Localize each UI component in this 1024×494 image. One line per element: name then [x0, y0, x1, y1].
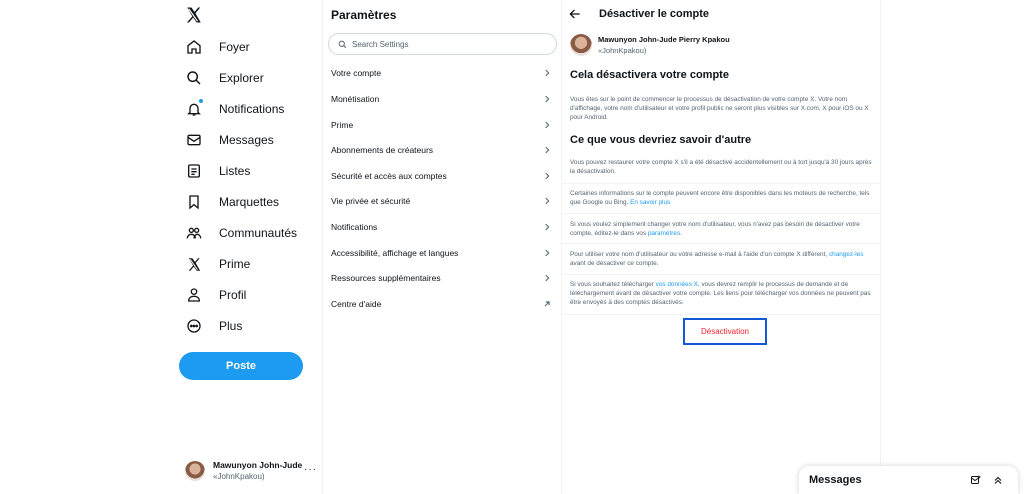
email-info: Pour utiliser votre nom d'utilisateur ou votre adresse e-mail à l'aide d'un compte X différent, changez-les avant de désactiver ce compte.: [570, 251, 864, 267]
settings-item-label: Monétisation: [331, 94, 380, 104]
nav-item-notifications[interactable]: [185, 97, 284, 121]
settings-item-label: Sécurité et accès aux comptes: [331, 171, 447, 181]
messages-drawer[interactable]: [799, 466, 1018, 494]
nav-item-plus[interactable]: [185, 314, 242, 338]
search-icon: [338, 40, 347, 49]
nav-label: Explorer: [219, 71, 264, 85]
settings-link[interactable]: paramètres: [647, 230, 681, 237]
x-logo-icon[interactable]: [185, 6, 203, 24]
left-navigation: [175, 0, 322, 494]
expand-up-icon[interactable]: [992, 474, 1004, 486]
download-data-info: Si vous souhaitez télécharger vos données X, vous devrez remplir le processus de demande et de téléchargement avant de désactiver votre compte. Les liens pour télécharger vos données ne peuvent pas être envoyés à des comptes désactivés.: [570, 281, 871, 306]
deactivate-panel: [562, 0, 881, 494]
restore-info: Vous pouvez restaurer votre compte X s'il a été désactivé accidentellement ou à tort jusqu'à 30 jours après la désactivation.: [570, 159, 872, 175]
compose-message-icon[interactable]: [970, 474, 982, 486]
deactivation-info: Vous êtes sur le point de commencer le processus de désactivation de votre compte X. Votre nom d'affichage, votre nom d'utilisateur et votre profil public ne seront plus visibles sur X.com, X pour iOS ou X pour Android.: [570, 96, 869, 121]
learn-more-link[interactable]: En savoir plus: [630, 199, 671, 206]
avatar: [185, 461, 205, 481]
nav-label: Notifications: [219, 102, 285, 116]
chevron-right-icon: [542, 145, 552, 155]
settings-item-vie-privee[interactable]: [323, 188, 561, 214]
user-name: Mawunyon John-Jude Pierry Kpakou: [598, 35, 730, 44]
settings-item-prime[interactable]: [323, 112, 561, 138]
avatar: [570, 34, 592, 56]
settings-item-label: Abonnements de créateurs: [331, 145, 434, 155]
user-handle: «JohnKpakou): [598, 46, 647, 55]
search-icon: [185, 69, 203, 87]
settings-search[interactable]: [328, 33, 557, 55]
nav-label: Foyer: [219, 40, 250, 54]
nav-label: Prime: [219, 257, 251, 271]
nav-item-explorer[interactable]: [185, 66, 264, 90]
back-arrow-icon[interactable]: [568, 7, 582, 21]
settings-item-label: Notifications: [331, 222, 378, 232]
settings-item-monetisation[interactable]: [323, 86, 561, 112]
more-icon[interactable]: ···: [304, 464, 317, 475]
account-name: Mawunyon John-Jude: [213, 460, 303, 470]
settings-item-label: Prime: [331, 120, 354, 130]
settings-title: Paramètres: [331, 8, 397, 22]
deactivate-button[interactable]: Désactivation: [683, 318, 767, 345]
username-info: Si vous voulez simplement changer votre nom d'utilisateur, vous n'avez pas besoin de désactiver votre compte, éditez-le dans vos paramètres.: [570, 221, 860, 237]
nav-item-listes[interactable]: [185, 159, 250, 183]
nav-label: Plus: [219, 319, 243, 333]
settings-item-label: Ressources supplémentaires: [331, 273, 441, 283]
divider: [562, 213, 880, 214]
settings-item-accessibilite[interactable]: [323, 240, 561, 266]
list-icon: [185, 162, 203, 180]
chevron-right-icon: [542, 120, 552, 130]
settings-column: [322, 0, 562, 494]
settings-item-ressources[interactable]: [323, 265, 561, 291]
nav-label: Messages: [219, 133, 274, 147]
nav-item-foyer[interactable]: [185, 35, 250, 59]
nav-label: Profil: [219, 288, 247, 302]
messages-drawer-title: Messages: [809, 474, 862, 486]
divider: [562, 243, 880, 244]
settings-item-label: Centre d'aide: [331, 299, 382, 309]
settings-item-label: Vie privée et sécurité: [331, 196, 411, 206]
divider: [562, 314, 880, 315]
nav-item-prime[interactable]: [185, 252, 250, 276]
envelope-icon: [185, 131, 203, 149]
chevron-right-icon: [542, 68, 552, 78]
settings-item-centre-aide[interactable]: [323, 291, 561, 317]
bell-icon: [185, 100, 203, 118]
person-icon: [185, 286, 203, 304]
chevron-right-icon: [542, 222, 552, 232]
people-icon: [185, 224, 203, 242]
nav-item-communautes[interactable]: [185, 221, 297, 245]
section-heading: Cela désactivera votre compte: [570, 69, 729, 81]
chevron-right-icon: [542, 248, 552, 258]
user-summary: [570, 34, 730, 56]
chevron-right-icon: [542, 196, 552, 206]
chevron-right-icon: [542, 94, 552, 104]
post-button[interactable]: Poste: [179, 352, 303, 380]
home-icon: [185, 38, 203, 56]
nav-label: Listes: [219, 164, 251, 178]
section-heading: Ce que vous devriez savoir d'autre: [570, 134, 752, 146]
x-logo-icon: [185, 255, 203, 273]
settings-item-label: Votre compte: [331, 68, 382, 78]
account-handle: «JohnKpakou): [213, 472, 265, 481]
nav-item-marquettes[interactable]: [185, 190, 279, 214]
nav-item-profil[interactable]: [185, 283, 246, 307]
search-input[interactable]: [352, 40, 542, 49]
settings-item-notifications[interactable]: [323, 214, 561, 240]
nav-label: Marquettes: [219, 195, 280, 209]
settings-item-abonnements[interactable]: [323, 137, 561, 163]
chevron-right-icon: [542, 171, 552, 181]
search-engine-info: Certaines informations sur le compte peuvent encore être disponibles dans les moteurs de recherche, tels que Google ou Bing. En savoir plus: [570, 190, 870, 206]
settings-item-securite[interactable]: [323, 163, 561, 189]
chevron-right-icon: [542, 273, 552, 283]
divider: [562, 274, 880, 275]
your-data-link[interactable]: vos données X: [655, 281, 698, 288]
more-circle-icon: [185, 317, 203, 335]
external-link-icon: [542, 299, 552, 309]
notification-dot: [198, 98, 204, 104]
page-title: Désactiver le compte: [599, 8, 710, 20]
bookmark-icon: [185, 193, 203, 211]
nav-label: Communautés: [219, 226, 298, 240]
nav-item-messages[interactable]: [185, 128, 274, 152]
change-them-link[interactable]: changez-les: [828, 251, 864, 258]
settings-item-votre-compte[interactable]: [323, 60, 561, 86]
account-switcher[interactable]: [185, 458, 320, 484]
settings-item-label: Accessibilité, affichage et langues: [331, 248, 459, 258]
divider: [562, 183, 880, 184]
